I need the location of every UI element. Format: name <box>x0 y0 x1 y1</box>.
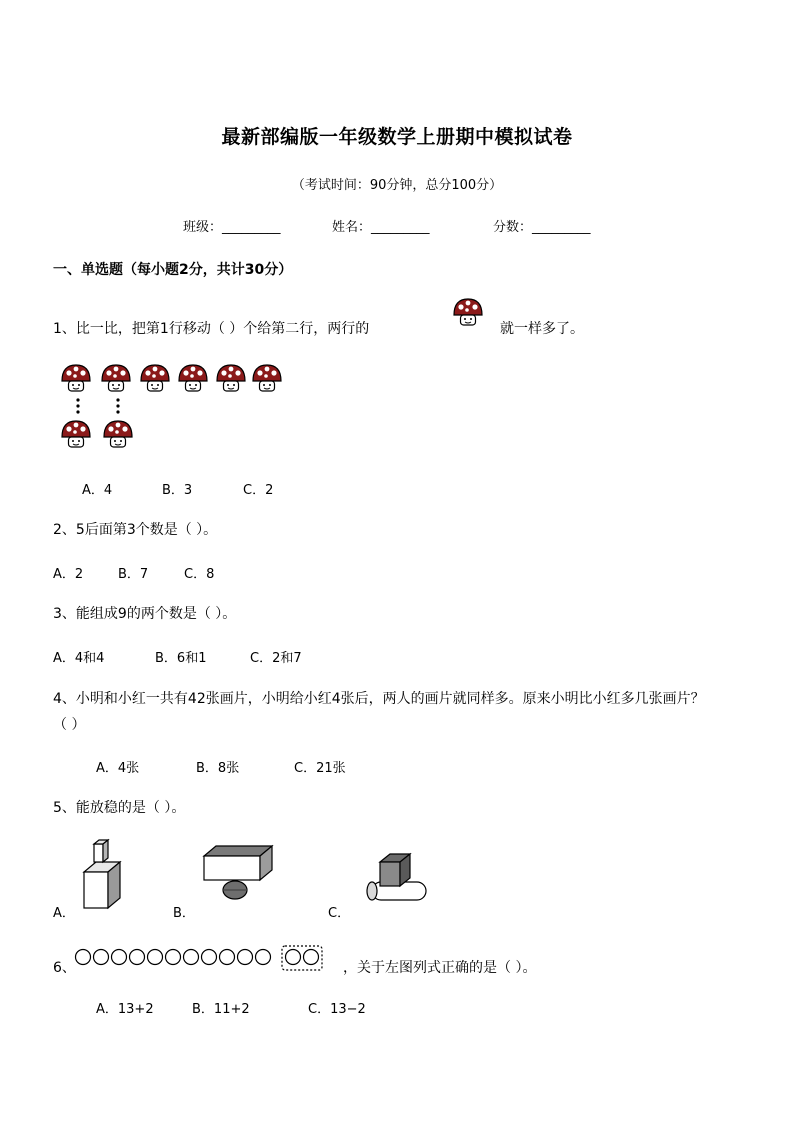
mushroom-icon <box>102 365 130 391</box>
question-2-option-a[interactable]: A．2 <box>53 567 84 582</box>
question-1-option-c[interactable]: C．2 <box>243 483 274 498</box>
mushroom-icon <box>104 421 132 447</box>
question-1-option-b[interactable]: B．3 <box>162 483 193 498</box>
question-2-option-b[interactable]: B．7 <box>118 567 149 582</box>
question-5-option-b[interactable]: B． <box>173 906 195 921</box>
mushroom-rows-figure <box>60 362 290 457</box>
page-title: 最新部编版一年级数学上册期中模拟试卷 <box>221 126 573 148</box>
question-5-text: 5、能放稳的是（ ）。 <box>53 800 186 816</box>
question-6-text: ，关于左图列式正确的是（ ）。 <box>343 960 537 976</box>
mushroom-icon <box>452 296 484 330</box>
question-5-option-a[interactable]: A． <box>53 906 75 921</box>
dotted-connector <box>76 398 119 413</box>
question-4-text: 4、小明和小红一共有42张画片，小明给小红4张后，两人的画片就同样多。原来小明比小红多几张画片？ <box>53 691 705 707</box>
question-3-option-a[interactable]: A．4和4 <box>53 651 105 666</box>
question-2-text: 2、5后面第3个数是（ ）。 <box>53 522 218 538</box>
mushroom-row-1 <box>62 365 281 391</box>
class-field: 班级：_________ <box>183 220 281 235</box>
question-4-answer-blank: （ ） <box>53 717 86 733</box>
mushroom-icon <box>217 365 245 391</box>
mushroom-icon <box>62 421 90 447</box>
mushroom-row-2 <box>62 421 132 447</box>
question-1-option-a[interactable]: A．4 <box>82 483 113 498</box>
mushroom-icon <box>141 365 169 391</box>
exam-info: （考试时间：90分钟，总分100分） <box>291 178 503 193</box>
section-heading: 一、单选题（每小题2分，共计30分） <box>53 262 293 278</box>
question-4-option-a[interactable]: A．4张 <box>96 761 140 776</box>
mushroom-icon <box>62 365 90 391</box>
circles-figure <box>74 944 330 974</box>
question-4-option-c[interactable]: C．21张 <box>294 761 346 776</box>
question-6-option-c[interactable]: C．13−2 <box>308 1002 366 1017</box>
question-1-text-end: 就一样多了。 <box>500 321 584 337</box>
mushroom-icon <box>253 365 281 391</box>
question-6-option-a[interactable]: A．13+2 <box>96 1002 154 1017</box>
mushroom-icon <box>179 365 207 391</box>
stacked-blocks-figure <box>80 838 126 912</box>
question-3-option-c[interactable]: C．2和7 <box>250 651 302 666</box>
question-6-option-b[interactable]: B．11+2 <box>192 1002 250 1017</box>
cube-on-cylinder-figure <box>364 852 434 906</box>
question-5-option-c[interactable]: C． <box>328 906 351 921</box>
question-6-label: 6、 <box>53 960 76 976</box>
question-4-option-b[interactable]: B．8张 <box>196 761 240 776</box>
question-1-text: 1、比一比，把第1行移动（ ）个给第二行，两行的 <box>53 321 370 337</box>
question-3-option-b[interactable]: B．6和1 <box>155 651 207 666</box>
block-on-cylinder-figure <box>198 840 276 902</box>
name-field: 姓名：_________ <box>332 220 430 235</box>
question-2-option-c[interactable]: C．8 <box>184 567 215 582</box>
score-field: 分数：_________ <box>493 220 591 235</box>
question-3-text: 3、能组成9的两个数是（ ）。 <box>53 606 237 622</box>
